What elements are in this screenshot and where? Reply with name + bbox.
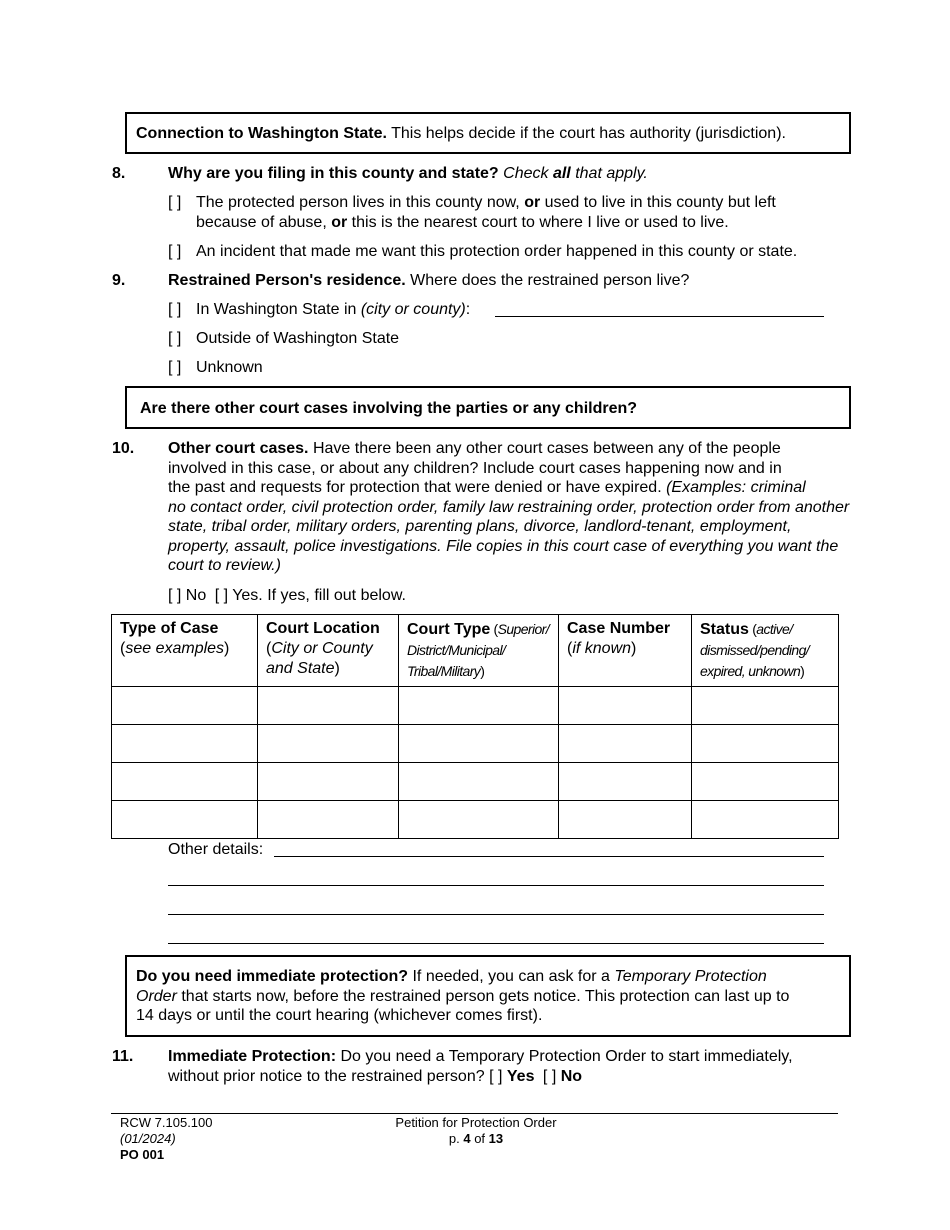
question-9-title-line: Restrained Person's residence. Where does the restrained person live?: [168, 272, 690, 289]
q10-yes-label: Yes. If yes, fill out below.: [232, 587, 406, 604]
question-10-text: Other court cases. Have there been any other court cases between any of the people involved in this case, or about any children? Include court cases happening now and in the past and requests for protection that were denied or have expired. (Examples: criminal no contact order, civil protection order, family law restraining order, protection order from another state, tribal order, military orders, parenting plans, divorce, landlord-tenant, employment, property, assault, police investigations. File copies in this court case of everything you want the court to review.): [168, 440, 850, 574]
table-cell[interactable]: [559, 801, 692, 839]
q8-option-1[interactable]: [ ] The protected person lives in this county now, or used to live in this county but left: [168, 194, 776, 211]
footer-date: (01/2024): [120, 1131, 176, 1146]
question-9-number: 9.: [112, 272, 126, 289]
q9-option-outside-checkbox[interactable]: [ ]: [168, 330, 182, 347]
table-cell[interactable]: [258, 687, 399, 725]
immediate-protection-info-box: Do you need immediate protection? If needed, you can ask for a Temporary Protection Order that starts now, before the restrained person gets notice. This protection can last up to 14 days or until the court hearing (whichever comes first).: [125, 955, 851, 1037]
other-details-line[interactable]: [168, 885, 824, 886]
jurisdiction-heading: Connection to Washington State.: [136, 125, 387, 142]
footer-title: Petition for Protection Order: [395, 1115, 557, 1130]
footer-rcw: RCW 7.105.100: [120, 1115, 213, 1130]
table-cell[interactable]: [399, 725, 559, 763]
q8-option-1-continued: because of abuse, or this is the nearest court to where I live or used to live.: [196, 214, 729, 231]
table-cell[interactable]: [112, 725, 258, 763]
q10-no-checkbox[interactable]: [ ]: [168, 587, 182, 604]
question-11-number: 11.: [112, 1048, 134, 1065]
court-cases-heading: Are there other court cases involving the parties or any children?: [140, 400, 638, 417]
court-cases-table: [111, 614, 839, 839]
q8-option-2-checkbox[interactable]: [ ]: [168, 243, 182, 260]
question-11-title: Immediate Protection:: [168, 1048, 337, 1065]
question-9-title: Restrained Person's residence.: [168, 272, 406, 289]
footer-center: [376, 1115, 576, 1147]
other-details-line[interactable]: [168, 914, 824, 915]
q11-no-checkbox[interactable]: [ ]: [542, 1067, 557, 1085]
q10-yes-no-line: [168, 586, 406, 606]
question-10-title: Other court cases.: [168, 440, 309, 457]
column-header-type-of-case: Type of Case (see examples): [112, 615, 258, 687]
table-row: [112, 725, 839, 763]
table-row: [112, 801, 839, 839]
city-or-county-field[interactable]: [495, 316, 824, 317]
q8-option-2[interactable]: [ ] An incident that made me want this protection order happened in this county or state.: [168, 243, 798, 260]
question-8-instruction: Check all that apply.: [503, 165, 648, 182]
question-8-number: 8.: [112, 165, 126, 182]
q10-no-label: No: [185, 587, 207, 604]
footer-left: [120, 1115, 213, 1163]
court-cases-info-box: [125, 386, 851, 429]
table-cell[interactable]: [692, 687, 839, 725]
table-cell[interactable]: [692, 801, 839, 839]
question-8-title: Why are you filing in this county and state?: [168, 165, 499, 182]
question-10-number: 10.: [112, 440, 135, 457]
q8-option-1-checkbox[interactable]: [ ]: [168, 194, 182, 211]
table-cell[interactable]: [112, 801, 258, 839]
table-cell[interactable]: [559, 687, 692, 725]
question-11-text: Immediate Protection: Do you need a Temporary Protection Order to start immediately, without prior notice to the restrained person? [ ] Yes [ ] No: [168, 1048, 793, 1085]
question-8-title-line: [168, 164, 648, 184]
q11-yes-checkbox[interactable]: [ ]: [489, 1067, 503, 1085]
q9-option-unknown-checkbox[interactable]: [ ]: [168, 359, 182, 376]
jurisdiction-text: This helps decide if the court has authority (jurisdiction).: [386, 125, 786, 142]
footer-page-number: p. 4 of 13: [448, 1131, 504, 1146]
table-cell[interactable]: [258, 725, 399, 763]
q10-yes-checkbox[interactable]: [ ]: [214, 587, 229, 604]
table-row: [112, 687, 839, 725]
table-cell[interactable]: [559, 763, 692, 801]
table-cell[interactable]: [112, 687, 258, 725]
table-cell[interactable]: [692, 763, 839, 801]
table-cell[interactable]: [399, 687, 559, 725]
table-cell[interactable]: [692, 725, 839, 763]
immediate-protection-heading: Do you need immediate protection?: [136, 968, 409, 985]
table-cell[interactable]: [399, 801, 559, 839]
table-cell[interactable]: [258, 763, 399, 801]
other-details-line[interactable]: [274, 856, 824, 857]
column-header-court-location: Court Location (City or County and State): [258, 615, 399, 687]
column-header-court-type: Court Type (Superior/ District/Municipal/ Tribal/Military): [399, 615, 559, 687]
q11-no-label: No: [560, 1067, 583, 1085]
table-cell[interactable]: [399, 763, 559, 801]
footer-divider: [111, 1113, 838, 1114]
q9-option-washington-checkbox[interactable]: [ ]: [168, 301, 182, 318]
q9-option-outside[interactable]: [ ] Outside of Washington State: [168, 330, 400, 347]
q9-option-unknown[interactable]: [ ] Unknown: [168, 359, 263, 376]
jurisdiction-info-box: [125, 112, 851, 154]
other-details-line[interactable]: [168, 943, 824, 944]
column-header-status: Status (active/ dismissed/pending/ expired, unknown): [692, 615, 839, 687]
table-cell[interactable]: [559, 725, 692, 763]
table-header-row: [112, 615, 839, 687]
table-row: [112, 763, 839, 801]
table-cell[interactable]: [258, 801, 399, 839]
table-cell[interactable]: [112, 763, 258, 801]
q9-option-washington[interactable]: [ ] In Washington State in (city or county):: [168, 301, 471, 318]
column-header-case-number: Case Number (if known): [559, 615, 692, 687]
footer-form-number: PO 001: [120, 1147, 165, 1162]
other-details-label: Other details:: [168, 841, 264, 858]
q11-yes-label: Yes: [506, 1067, 535, 1085]
